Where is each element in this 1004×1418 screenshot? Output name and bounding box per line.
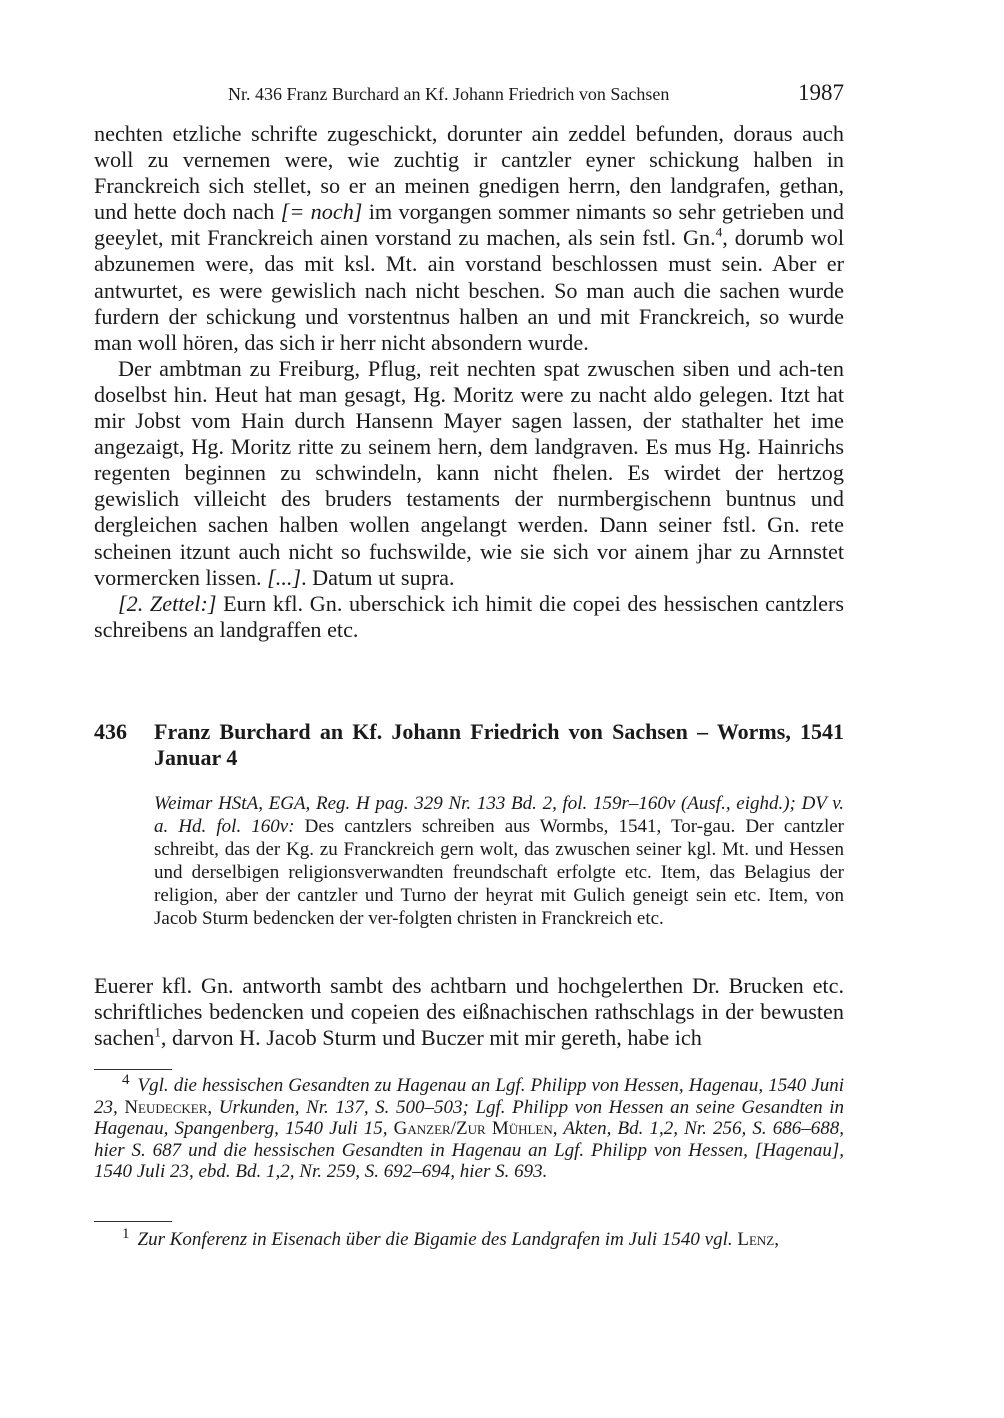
footnote-1: $^1$ Zur Konferenz in Eisenach über die Bigamie des Landgrafen im Juli 1540 vgl. Lenz,: [122, 1225, 779, 1250]
running-title: Nr. 436 Franz Burchard an Kf. Johann Friedrich von Sachsen: [228, 84, 670, 104]
paragraph: Euerer kfl. Gn. antworth sambt des achtbarn und hochgelerthen Dr. Brucken etc. schriftliches bedencken und copeien des eißnachischen rathschlags in der bewusten sachen$^1$, darvon H. Jacob Sturm und Buczer mit mir gereth, habe ich: [94, 973, 844, 1051]
document-heading: [94, 719, 844, 771]
footnote-4: $^4$ Vgl. die hessischen Gesandten zu Hagenau an Lgf. Philipp von Hessen, Hagenau, 1540 Juni 23, Neudecker, Urkunden, Nr. 137, S. 500–503; Lgf. Philipp von Hessen an seine Gesandten in Hagenau, Spangenberg, 1540 Juli 15, Ganzer/Zur Mühlen, Akten, Bd. 1,2, Nr. 256, S. 686–688, hier S. 687 und die hessischen Gesandten in Hagenau an Lgf. Philipp von Hessen, [Hagenau], 1540 Juli 23, ebd. Bd. 1,2, Nr. 259, S. 692–694, hier S. 693.: [94, 1071, 844, 1182]
page-number: 1987: [798, 80, 844, 105]
running-header: [94, 80, 844, 110]
paragraph: Der ambtman zu Freiburg, Pflug, reit nechten spat zwuschen siben und ach-ten doselbst hin. Heut hat man gesagt, Hg. Moritz were zu nacht aldo gelegen. Itzt hat mir Jobst vom Hain durch Hansenn Mayer sagen lassen, der stathalter het ime angezaigt, Hg. Moritz ritte zu seinem hern, dem landgraven. Es mus Hg. Hainrichs regenten beginnen zu schwindeln, kann nicht fhelen. Es wirdet der hertzog gewislich villeicht des bruders testaments der nurmbergischenn buntnus und dergleichen sachen halben wollen angelangt werden. Dann seiner fstl. Gn. rete scheinen itzunt auch nicht so fuchswilde, wie sie sich vor ainem jhar zu Arnnstet vormercken lissen. [...]. Datum ut supra.: [94, 355, 844, 590]
enclosure-label: [2. Zettel:]: [118, 590, 217, 616]
paragraph: [2. Zettel:] Eurn kfl. Gn. uberschick ich himit die copei des hessischen cantzlers schreibens an landgraffen etc.: [94, 590, 844, 642]
footnote-ref[interactable]: 4: [715, 224, 723, 240]
paragraph: nechten etzliche schrifte zugeschickt, dorunter ain zeddel befunden, doraus auch woll zu vernemen were, wie zuchtig ir cantzler eyner schickung halben in Franckreich sich stellet, so er an meinen gnedigen herrn, den landgrafen, gethan, und hette doch nach [= noch] im vorgangen sommer nimants so sehr getrieben und geeylet, mit Franckreich ainen vorstand zu machen, als sein fstl. Gn.$^4$, dorumb wol abzunemen were, das mit ksl. Mt. ain vorstand beschlossen must sein. Aber er antwurtet, es were gewislich nach nicht beschen. So man auch die sachen wurde furdern der schickung und vorstentnus halben an und mit Franckreich, so wurde man woll hören, das sich ir herr nicht absondern wurde.: [94, 121, 844, 355]
editorial-note: [= noch]: [280, 199, 363, 225]
document-title: Franz Burchard an Kf. Johann Friedrich von Sachsen – Worms, 1541 Januar 4: [154, 719, 844, 770]
previous-document-text: [94, 121, 844, 643]
footnote-ref[interactable]: 1: [154, 1024, 161, 1040]
footnote-divider: [94, 1221, 172, 1222]
omission-mark: [...]: [267, 564, 302, 590]
footnote-divider: [94, 1069, 172, 1070]
document-number: 436: [94, 719, 127, 744]
source-description: Weimar HStA, EGA, Reg. H pag. 329 Nr. 133 Bd. 2, fol. 159r–160v (Ausf., eighd.); DV v. a. Hd. fol. 160v: Des cantzlers schreiben aus Wormbs, 1541, Tor-gau. Der cantzler schreibt, das der Kg. zu Franckreich gern wolt, das zwuschen seiner kgl. Mt. und Hessen und derselbigen religionsverwandten freundschaft erfolgte etc. Item, das Belagius der religion, aber der cantzler und Turno der heyrat mit Gulich geneigt sein etc. Item, von Jacob Sturm bedencken der ver-folgten christen in Franckreich etc.: [154, 793, 844, 929]
document-text: [94, 973, 844, 1051]
